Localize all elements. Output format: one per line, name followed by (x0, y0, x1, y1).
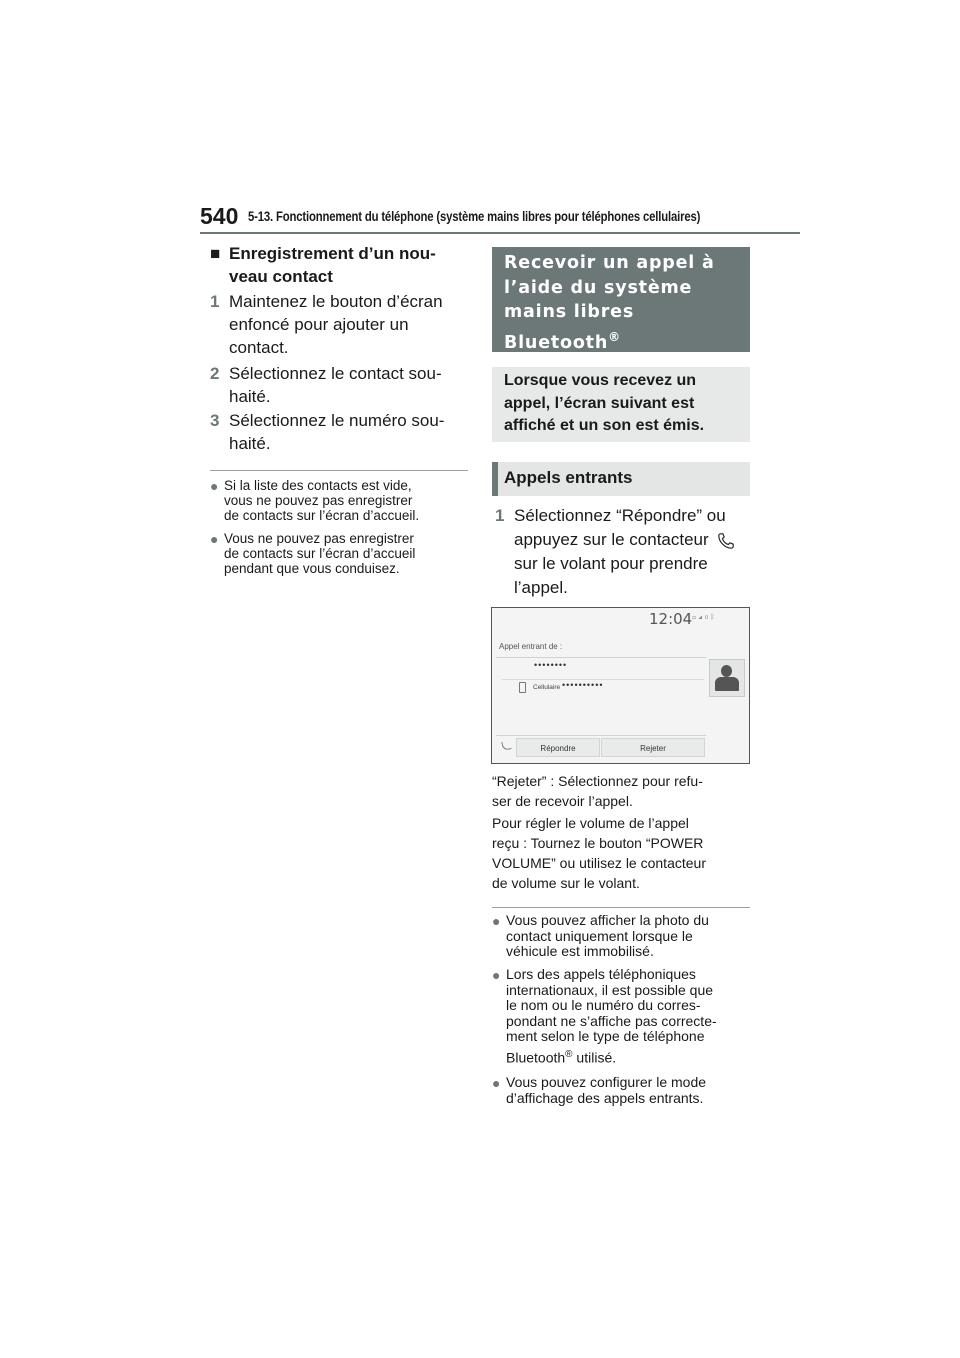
step-text: haité. (229, 387, 271, 406)
step-text: appuyez sur le contacteur (514, 530, 709, 549)
note-text: Lors des appels téléphoniques (506, 966, 696, 982)
incoming-call-screen (491, 607, 750, 764)
step-number: 3 (210, 411, 220, 430)
title-line: Bluetooth (504, 332, 609, 353)
title-line: l’aide du système (504, 277, 693, 298)
paragraph-line: reçu : Tournez le bouton “POWER (492, 835, 704, 851)
phone-type-label: Cellulaire (533, 684, 561, 691)
note-text: contact uniquement lorsque le (506, 927, 693, 944)
step-text: contact. (229, 338, 289, 357)
note-text: le nom ou le numéro du corres- (506, 997, 701, 1013)
step-number: 1 (210, 292, 220, 311)
contact-avatar-icon (709, 659, 745, 697)
incoming-call-label: Appel entrant de : (499, 642, 563, 651)
page-number: 540 (200, 203, 239, 229)
caller-number: •••••••••• (562, 680, 604, 690)
title-line: mains libres (504, 302, 635, 322)
step-text: Sélectionnez “Répondre” ou (514, 506, 726, 525)
step-3 (210, 409, 470, 457)
step-text: l’appel. (514, 578, 568, 597)
section-heading-line-2: veau contact (229, 267, 333, 286)
note-text: internationaux, il est possible que (506, 981, 714, 998)
step-2 (210, 362, 470, 410)
note-text: de contacts sur l’écran d’accueil (224, 546, 416, 561)
note-text: pendant que vous conduisez. (224, 561, 400, 576)
section-title-box (492, 247, 750, 352)
note-text: Vous pouvez afficher la photo du (506, 912, 709, 928)
note-text: d’affichage des appels entrants. (506, 1089, 704, 1106)
registered-mark: ® (565, 1049, 573, 1060)
volume-paragraph (492, 813, 754, 893)
caller-name: •••••••• (534, 660, 568, 670)
header-rule (200, 232, 800, 234)
step-text: Maintenez le bouton d’écran (229, 292, 443, 311)
note-text-last (506, 1047, 616, 1066)
note-text: pondant ne s’affiche pas correcte- (506, 1012, 717, 1029)
note-item (210, 531, 470, 579)
note-text: véhicule est immobilisé. (506, 943, 654, 959)
step-number: 1 (495, 506, 505, 525)
cellphone-icon (519, 682, 526, 693)
step-text: enfoncé pour ajouter un (229, 315, 409, 334)
step-number: 2 (210, 364, 220, 383)
screen-status-icons: ▭ ◢ ▯ ᛒ (692, 614, 715, 621)
intro-line: affiché et un son est émis. (504, 417, 705, 434)
intro-line: Lorsque vous recevez un (504, 372, 697, 389)
bullet-icon: ● (210, 478, 219, 494)
note-item (210, 478, 470, 526)
note-text: de contacts sur l’écran d’accueil. (224, 508, 420, 523)
step-text: sur le volant pour prendre (514, 554, 708, 573)
note-item (492, 1075, 754, 1109)
note-item (492, 913, 754, 961)
phone-handset-icon (717, 532, 735, 550)
reject-paragraph (492, 771, 754, 811)
section-marker: ■ (210, 244, 221, 263)
step-text: Sélectionnez le numéro sou- (229, 411, 445, 430)
note-text: ment selon le type de téléphone (506, 1028, 705, 1044)
section-heading-line-1: Enregistrement d’un nou- (229, 244, 436, 263)
bluetooth-word: Bluetooth (506, 1049, 566, 1066)
paragraph-line: Pour régler le volume de l’appel (492, 815, 689, 831)
bullet-icon: ● (492, 1075, 501, 1091)
note-text: Si la liste des contacts est vide, (224, 478, 412, 493)
notes-rule (210, 470, 468, 471)
subheading-box (492, 462, 750, 496)
paragraph-line: ser de recevoir l’appel. (492, 793, 633, 809)
reject-button[interactable]: Rejeter (601, 738, 705, 757)
note-text: Vous ne pouvez pas enregistrer (224, 531, 414, 546)
section-title (504, 251, 715, 355)
avatar-head (721, 665, 732, 677)
registered-mark: ® (608, 329, 621, 344)
phone-icon (501, 740, 511, 750)
screen-divider (496, 657, 706, 658)
intro-text (504, 370, 704, 438)
note-item (492, 967, 754, 1067)
notes-rule (492, 907, 750, 908)
intro-line: appel, l’écran suivant est (504, 394, 695, 412)
step-text: haité. (229, 434, 271, 453)
paragraph-line: de volume sur le volant. (492, 875, 640, 891)
chapter-title: 5-13. Fonctionnement du téléphone (système mains libres pour téléphones cellulaires) (248, 209, 701, 224)
title-line: Recevoir un appel à (504, 253, 715, 273)
paragraph-line: VOLUME” ou utilisez le contacteur (492, 855, 706, 871)
subheading-accent-bar (492, 462, 498, 496)
screen-divider (496, 735, 706, 736)
bullet-icon: ● (492, 967, 501, 983)
note-tail: utilisé. (572, 1049, 617, 1066)
answer-step (495, 504, 755, 600)
paragraph-line: “Rejeter” : Sélectionnez pour refu- (492, 773, 703, 789)
intro-box (492, 367, 750, 442)
bullet-icon: ● (492, 913, 501, 929)
screen-clock: 12:04 (649, 610, 693, 628)
note-text: Vous pouvez configurer le mode (506, 1074, 707, 1090)
step-text: Sélectionnez le contact sou- (229, 364, 442, 383)
bullet-icon: ● (210, 531, 219, 547)
subheading: Appels entrants (504, 468, 633, 487)
avatar-body (715, 677, 739, 691)
note-text: vous ne pouvez pas enregistrer (224, 493, 413, 508)
answer-button[interactable]: Répondre (516, 738, 600, 757)
step-1 (210, 290, 470, 362)
